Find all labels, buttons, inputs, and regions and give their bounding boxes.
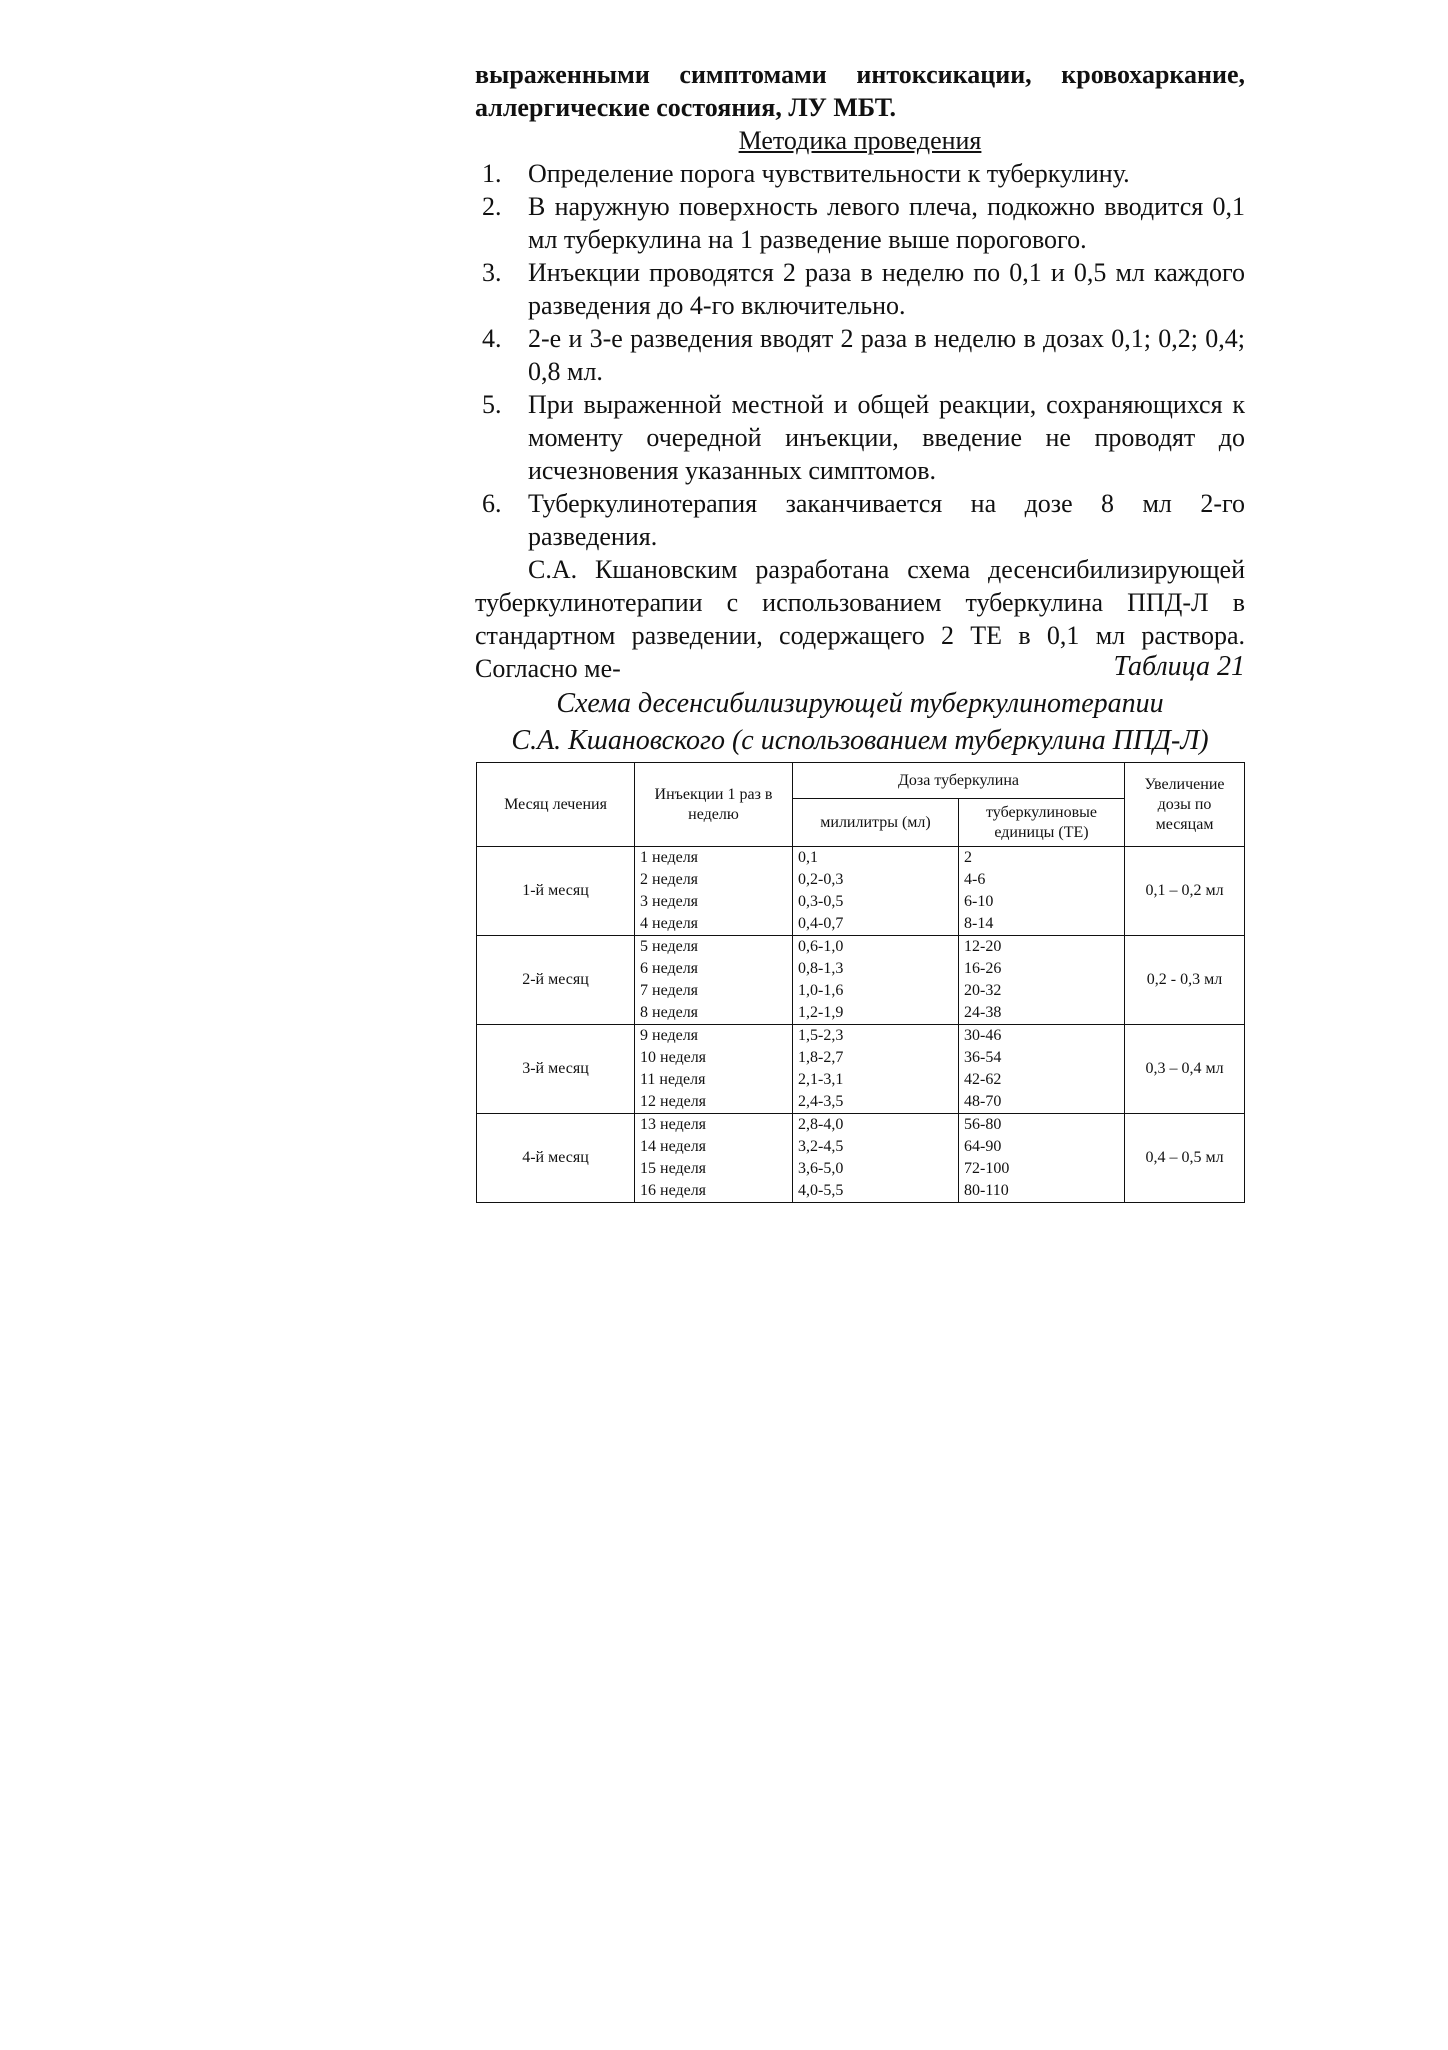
weeks-cell: [635, 847, 793, 936]
week-value: 16 неделя: [640, 1182, 707, 1199]
list-item: [475, 256, 1245, 322]
te-value: 2: [964, 849, 972, 866]
header-dose: Доза туберкулина: [793, 763, 1125, 799]
ml-value: 0,8-1,3: [798, 960, 844, 977]
ml-value: 0,1: [798, 849, 818, 866]
week-value: 5 неделя: [640, 938, 699, 955]
week-value: 1 неделя: [640, 849, 699, 866]
ml-value: 3,2-4,5: [798, 1138, 844, 1155]
list-item: [475, 487, 1245, 553]
te-value: 36-54: [964, 1049, 1002, 1066]
ml-cell: [793, 1025, 959, 1114]
week-value: 7 неделя: [640, 982, 699, 999]
step-number: 6.: [482, 489, 502, 518]
week-value: 2 неделя: [640, 871, 699, 888]
week-value: 15 неделя: [640, 1160, 707, 1177]
month-cell: 2-й месяц: [477, 936, 635, 1025]
te-value: 20-32: [964, 982, 1002, 999]
increase-cell: 0,4 – 0,5 мл: [1125, 1114, 1245, 1203]
weeks-cell: [635, 1025, 793, 1114]
step-number: 1.: [482, 159, 502, 188]
table-row: [477, 1025, 1245, 1114]
table-title-line1: Схема десенсибилизирующей туберкулинотерапии: [556, 688, 1164, 719]
te-cell: [959, 847, 1125, 936]
ml-value: 1,0-1,6: [798, 982, 844, 999]
te-value: 30-46: [964, 1027, 1002, 1044]
weeks-cell: [635, 936, 793, 1025]
step-text: Инъекции проводятся 2 раза в неделю по 0,1 и 0,5 мл каждого разведения до 4-го включительно.: [528, 258, 1245, 320]
step-number: 3.: [482, 258, 502, 287]
header-ml: милилитры (мл): [793, 799, 959, 847]
step-text: При выраженной местной и общей реакции, сохраняющихся к моменту очередной инъекции, введение не проводят до исчезновения указанных симптомов.: [528, 390, 1245, 485]
te-value: 4-6: [964, 871, 986, 888]
te-cell: [959, 1114, 1125, 1203]
step-number: 5.: [482, 390, 502, 419]
month-cell: 1-й месяц: [477, 847, 635, 936]
week-value: 3 неделя: [640, 893, 699, 910]
intro-text: выраженными симптомами интоксикации, кровохаркание, аллергические состояния, ЛУ МБТ.: [475, 60, 1245, 122]
step-number: 4.: [482, 324, 502, 353]
ml-value: 0,6-1,0: [798, 938, 844, 955]
ml-cell: [793, 1114, 959, 1203]
table-label: Таблица 21: [1113, 651, 1245, 682]
te-cell: [959, 1025, 1125, 1114]
ml-value: 1,2-1,9: [798, 1004, 844, 1021]
table-caption: [475, 648, 1245, 759]
table-title-line2: С.А. Кшановского (с использованием туберкулина ППД-Л): [511, 725, 1209, 756]
ml-value: 2,1-3,1: [798, 1071, 844, 1088]
header-increase: Увеличение дозы по месяцам: [1125, 763, 1245, 847]
increase-cell: 0,3 – 0,4 мл: [1125, 1025, 1245, 1114]
te-value: 56-80: [964, 1116, 1002, 1133]
ml-value: 4,0-5,5: [798, 1182, 844, 1199]
body-text: [475, 58, 1245, 685]
ml-value: 1,5-2,3: [798, 1027, 844, 1044]
dosage-table: [476, 762, 1245, 1203]
list-item: [475, 190, 1245, 256]
step-text: Определение порога чувствительности к туберкулину.: [528, 159, 1130, 188]
week-value: 11 неделя: [640, 1071, 706, 1088]
te-value: 64-90: [964, 1138, 1002, 1155]
increase-cell: 0,1 – 0,2 мл: [1125, 847, 1245, 936]
header-injections: Инъекции 1 раз в неделю: [635, 763, 793, 847]
te-value: 80-110: [964, 1182, 1009, 1199]
week-value: 6 неделя: [640, 960, 699, 977]
weeks-cell: [635, 1114, 793, 1203]
te-value: 24-38: [964, 1004, 1002, 1021]
ml-value: 2,4-3,5: [798, 1093, 844, 1110]
list-item: [475, 157, 1245, 190]
step-text: 2-е и 3-е разведения вводят 2 раза в неделю в дозах 0,1; 0,2; 0,4; 0,8 мл.: [528, 324, 1245, 386]
week-value: 10 неделя: [640, 1049, 707, 1066]
week-value: 4 неделя: [640, 915, 699, 932]
week-value: 12 неделя: [640, 1093, 707, 1110]
list-item: [475, 322, 1245, 388]
table-row: [477, 1114, 1245, 1203]
method-heading: Методика проведения: [738, 126, 982, 155]
increase-cell: 0,2 - 0,3 мл: [1125, 936, 1245, 1025]
table-row: [477, 847, 1245, 936]
month-cell: 3-й месяц: [477, 1025, 635, 1114]
step-number: 2.: [482, 192, 502, 221]
week-value: 13 неделя: [640, 1116, 707, 1133]
week-value: 14 неделя: [640, 1138, 707, 1155]
te-value: 12-20: [964, 938, 1002, 955]
ml-cell: [793, 847, 959, 936]
step-text: В наружную поверхность левого плеча, подкожно вводится 0,1 мл туберкулина на 1 разведение выше порогового.: [528, 192, 1245, 254]
ml-value: 2,8-4,0: [798, 1116, 844, 1133]
te-value: 72-100: [964, 1160, 1010, 1177]
te-cell: [959, 936, 1125, 1025]
te-value: 42-62: [964, 1071, 1002, 1088]
table-row: [477, 936, 1245, 1025]
te-value: 8-14: [964, 915, 994, 932]
list-item: [475, 388, 1245, 487]
method-steps-list: [475, 157, 1245, 553]
header-month: Месяц лечения: [477, 763, 635, 847]
step-text: Туберкулинотерапия заканчивается на дозе 8 мл 2-го разведения.: [528, 489, 1245, 551]
paragraph-text: С.А. Кшановским разработана схема десенсибилизирующей туберкулинотерапии с использованием туберкулина ППД-Л в стандартном разведении, содержащего 2 ТЕ в 0,1 мл раствора. Согласно ме-: [475, 555, 1245, 683]
ml-value: 0,3-0,5: [798, 893, 844, 910]
ml-value: 0,4-0,7: [798, 915, 844, 932]
week-value: 9 неделя: [640, 1027, 699, 1044]
ml-value: 3,6-5,0: [798, 1160, 844, 1177]
ml-value: 0,2-0,3: [798, 871, 844, 888]
te-value: 16-26: [964, 960, 1002, 977]
te-value: 6-10: [964, 893, 994, 910]
te-value: 48-70: [964, 1093, 1002, 1110]
month-cell: 4-й месяц: [477, 1114, 635, 1203]
ml-value: 1,8-2,7: [798, 1049, 844, 1066]
ml-cell: [793, 936, 959, 1025]
week-value: 8 неделя: [640, 1004, 699, 1021]
header-te: туберкулиновые единицы (ТЕ): [959, 799, 1125, 847]
